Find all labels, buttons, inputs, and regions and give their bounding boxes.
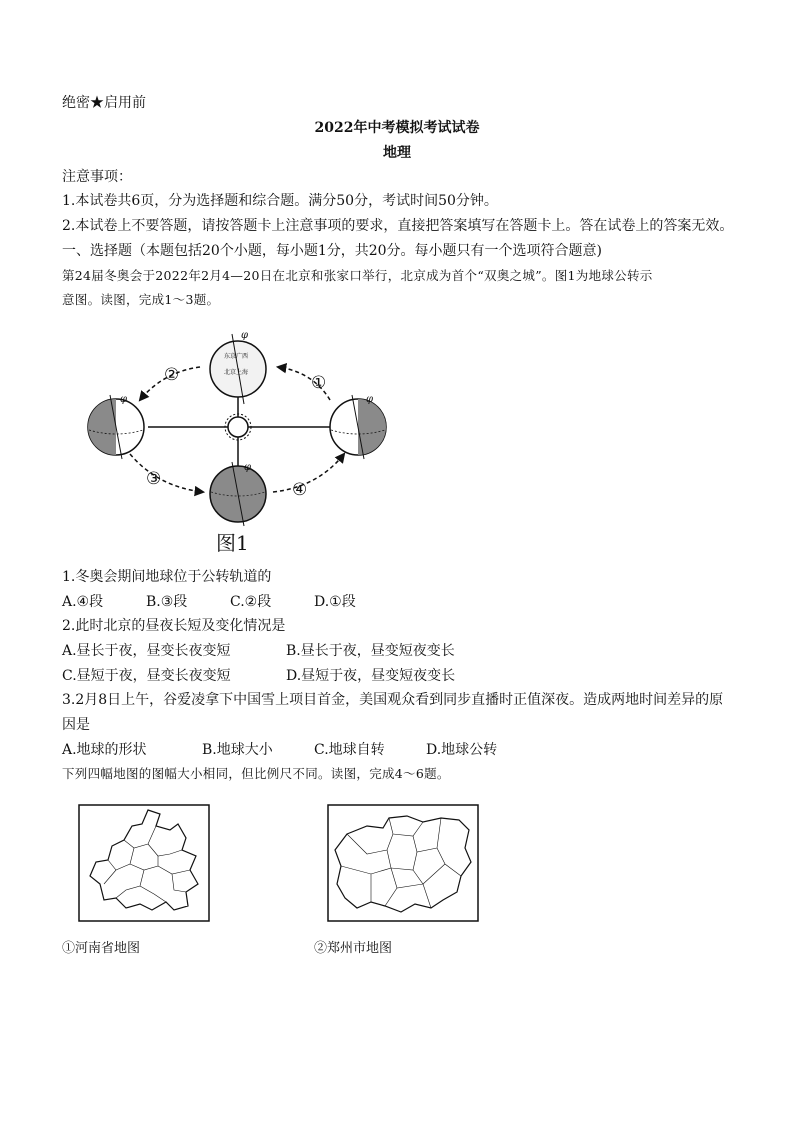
globe-top-text-2: 北京上海 <box>224 369 249 376</box>
zhengzhou-map <box>327 804 479 922</box>
q1-option-a: A.④段 <box>62 594 104 610</box>
q2-option-c: C.昼短于夜，昼变长夜变短 <box>62 668 231 684</box>
secret-mark: 绝密★启用前 <box>62 95 146 111</box>
henan-map <box>78 804 210 922</box>
q1-option-d: D.①段 <box>314 594 356 610</box>
exam-subject: 地理 <box>383 145 411 161</box>
note-item-1: 1.本试卷共6页，分为选择题和综合题。满分50分，考试时间50分钟。 <box>62 193 498 209</box>
intro-maps: 下列四幅地图的图幅大小相同，但比例尺不同。读图，完成4～6题。 <box>62 766 450 781</box>
map-1-label: ①河南省地图 <box>62 941 141 956</box>
axis-label-left: φ <box>120 394 128 405</box>
orbit-arrow-4 <box>273 454 344 492</box>
globe-top <box>210 330 266 404</box>
q1-option-c: C.②段 <box>230 594 272 610</box>
axis-label-right: φ <box>366 394 374 405</box>
axis-label-top: φ <box>241 330 249 341</box>
q1-option-b: B.③段 <box>146 594 188 610</box>
sun-icon <box>225 414 251 440</box>
note-item-2: 2.本试卷上不要答题，请按答题卡上注意事项的要求，直接把答案填写在答题卡上。答在试卷上的答案无效。 <box>62 218 734 234</box>
axis-label-bottom: φ <box>244 462 252 473</box>
question-3-stem-line-1: 3.2月8日上午，谷爱凌拿下中国雪上项目首金，美国观众看到同步直播时正值深夜。造成两地时间差异的原 <box>62 692 724 708</box>
figure-1-revolution-diagram <box>78 322 398 560</box>
question-1-stem: 1.冬奥会期间地球位于公转轨道的 <box>62 569 272 585</box>
orbit-arrow-3 <box>130 454 203 492</box>
q2-option-d: D.昼短于夜，昼变短夜变长 <box>286 668 456 684</box>
globe-left <box>88 394 144 459</box>
globe-right <box>330 394 386 459</box>
intro-line-2: 意图。读图，完成1～3题。 <box>62 292 220 307</box>
q2-option-b: B.昼长于夜，昼变短夜变长 <box>286 643 455 659</box>
section-heading: 一、选择题（本题包括20个小题，每小题1分，共20分。每小题只有一个选项符合题意) <box>62 243 602 259</box>
question-2-stem: 2.此时北京的昼夜长短及变化情况是 <box>62 618 286 634</box>
question-3-stem-line-2: 因是 <box>62 717 90 733</box>
notes-heading: 注意事项： <box>62 169 132 185</box>
intro-line-1: 第24届冬奥会于2022年2月4—20日在北京和张家口举行，北京成为首个“双奥之城”。图1为地球公转示 <box>62 268 653 283</box>
q3-option-b: B.地球大小 <box>202 742 273 758</box>
segment-label-1: ① <box>311 373 327 393</box>
exam-title: 2022年中考模拟考试试卷 <box>314 120 480 136</box>
segment-label-2: ② <box>164 365 180 385</box>
globe-top-text-1: 东京广西 <box>224 353 249 360</box>
q3-option-a: A.地球的形状 <box>62 742 147 758</box>
segment-label-4: ④ <box>292 480 308 500</box>
q3-option-c: C.地球自转 <box>314 742 385 758</box>
q3-option-d: D.地球公转 <box>426 742 498 758</box>
q2-option-a: A.昼长于夜，昼变长夜变短 <box>62 643 231 659</box>
globe-bottom <box>210 462 266 526</box>
segment-label-3: ③ <box>146 469 162 489</box>
map-2-label: ②郑州市地图 <box>314 941 393 956</box>
figure-1-caption: 图1 <box>216 531 249 555</box>
